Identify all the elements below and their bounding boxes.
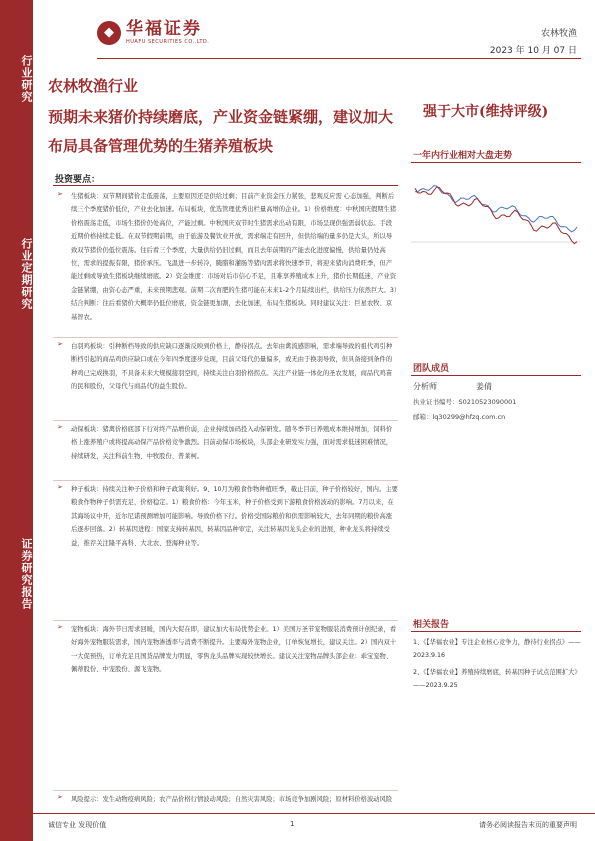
related-reports-list	[413, 636, 583, 696]
team-title: 团队成员	[413, 364, 450, 374]
key-points-list	[53, 188, 398, 841]
report-title: 预期未来猪价持续磨底，产业资金链紧绷，建议加大布局具备管理优势的生猪养殖板块	[48, 108, 394, 155]
team-divider	[411, 375, 581, 376]
key-point-risk: ➢ 风险提示：发生动物疫病风险；农产品价格行情波动风险；自然灾害风险；市场竞争加剧风险；原材料价格波动风险	[53, 791, 398, 841]
footer-slogan: 诚信专业 发现价值	[48, 821, 107, 829]
key-point-seed: ➢ 种子板块：持续关注种子价格和种子政策利好。9、10月为粮食作物种植旺季，截止目前，种子价格较好，国内。主要粮食作物种子供需充足，价格稳定。1）粮食价格：今年玉米，种子价格受到下游粮食价格波动的影响。7月以来，在其海场议中开，近尔尼诺预测增加可能影响。导致价格下行。价格受国际粮价和供需影响较大，去年同期的粮价高涨后逐步回落。2）转基因进程：国家支持转基因，转基因品种审定，关注转基因龙头企业的进展，种业龙头将持续受益，推荐关注隆平高科、大北农、登海种业等。	[53, 481, 398, 621]
key-point-animal-health: ➢ 动保板块：猪禽价格底部下行对终产品增价弱，企业持续加码投入动保研发。随冬季节日养殖成本维持增加，饲料价格上涨养殖户或将提高动保产品价格竞争激烈。目前动保市场板块，头部企业研发实力强，面对需求低迷困难情况，持续研发，关注科前生物、中牧股份、普莱柯。	[53, 421, 398, 481]
section-heading-key-points: 投资要点：	[55, 175, 101, 185]
footer-disclaimer: 请务必阅读报告末页的重要声明	[479, 821, 577, 829]
analyst-name: 姜倩	[476, 382, 492, 391]
related-report-item[interactable]: 2、《【华福农业】养殖持续磨底，转基因种子试点范围扩大》——2023.9.25	[413, 669, 581, 689]
industry-line	[415, 187, 577, 244]
page-number: 1	[290, 820, 295, 828]
section-divider	[53, 185, 398, 186]
relative-performance-chart	[411, 166, 581, 256]
header-date: 2023 年 10 月 07 日	[489, 46, 577, 56]
header-category: 农林牧渔	[540, 29, 577, 39]
header-divider	[97, 58, 581, 59]
rating-label: 强于大市(维持评级)	[423, 104, 549, 120]
logo-en-text: HUAFU SECURITIES CO.,LTD.	[126, 39, 210, 45]
logo-cn-text: 华福证券	[126, 19, 202, 39]
analyst-role: 分析师	[413, 382, 437, 391]
logo-mark-icon: ◆	[97, 21, 121, 45]
sidebar-label-research: 行业研究	[20, 55, 33, 103]
chart-title: 一年内行业相对大盘走势	[413, 151, 513, 161]
related-divider	[411, 631, 581, 632]
sidebar	[0, 0, 33, 841]
related-reports-title: 相关报告	[413, 620, 450, 630]
key-point-broiler: ➢ 白羽鸡板块：引种断档导致的供应缺口逐渐反映到价格上，静待拐点。去年由禽流感影响，需求端导致的祖代鸡引种断档引起的商品鸡供应缺口或在今年四季度逐步兑现，目前父母代仍量偏多，或无由于换羽导致，但具备接到条件的种鸡已完成换羽，不具备未来大规模接羽空间，持续关注白羽价格拐点。关注产业链一体化的圣农发展，商品代鸡苗的民和股份，父母代与商品代的益生股份。	[53, 338, 398, 421]
company-logo	[97, 20, 209, 45]
sidebar-label-securities: 证券研究报告	[20, 538, 33, 610]
related-report-item[interactable]: 1、《【华福农业】专注企业核心竞争力，静待行业拐点》——2023.9.16	[413, 639, 581, 659]
key-point-hog: ➢ 生猪板块：双节期间猪价走低震荡，主要原因还是供给过剩；目前产业资金压力紧张，悲观反应需 心态加强，判断后续三个季度猪价低位，产业去化加速。布局板块，优选管理优秀出栏量高增的企业。1）价格维度：中秋国庆假期生猪价格震荡走低，市场生猪价仍处高位，产能过剩。中秋国庆双节时生猪需求出动有限，市场呈现供强需弱状态。手段近期价格持续走低。在双节假期前期，由于旅游及餐饮业开放，需求端走有回升，但供给端的量多仍是大头，所以导致双节猪价仍低位震荡。往后看三个季度，大量供给仍旧过剩，而且去年前期的产能去化进度偏慢，供给量仍处高位，需求的提振有限，猪价承压。飞温进一步转冷，腌腊和灌肠等猪肉需求将快速季节，将迎来猪肉消费旺季，但产能过剩或导致生猪板块继续磨底。2）资金维度：市场对后市信心不足，且难享养殖成本上升，猪价长期低迷，产业资金链紧绷，由资心态严重，未来预期悲观。前期二次育肥的生猪可能在未来1-2个月陆续出栏，供给压力依然巨大。3）结合判断：往后看猪价大概率仍低位磨底，资金链更加割，去化加速，布局生猪板块。同时建议关注：巨星农牧、京基智农。	[53, 188, 398, 338]
benchmark-line	[415, 186, 577, 232]
analyst-email: 邮箱：lq30299@hfzq.com.cn	[413, 413, 506, 421]
key-point-pet: ➢ 宠物板块：海外节日需求回暖，国内大促在即，建议加大布局优势企业。1）美国万圣节宠物服装消费预计创纪录，看好海外宠物服装需求，国内宠物渗透率与消费不断提升。主要海外宠物企业，订单恢复增长，建议关注。2）国内双十一大促预热，订单充足且国货品牌发力明显，零售龙头品牌实现较快增长。建议关注宠物品牌头部企业：乖宝宠物、佩蒂股份、中宠股份、源飞宠物。	[53, 621, 398, 791]
analyst-cert: 执业证书编号：S0210523090001	[413, 398, 517, 406]
industry-name: 农林牧渔行业	[48, 77, 139, 95]
chart-divider	[411, 162, 581, 163]
sidebar-label-periodic: 行业定期研究	[20, 238, 33, 310]
footer-divider	[33, 813, 595, 814]
